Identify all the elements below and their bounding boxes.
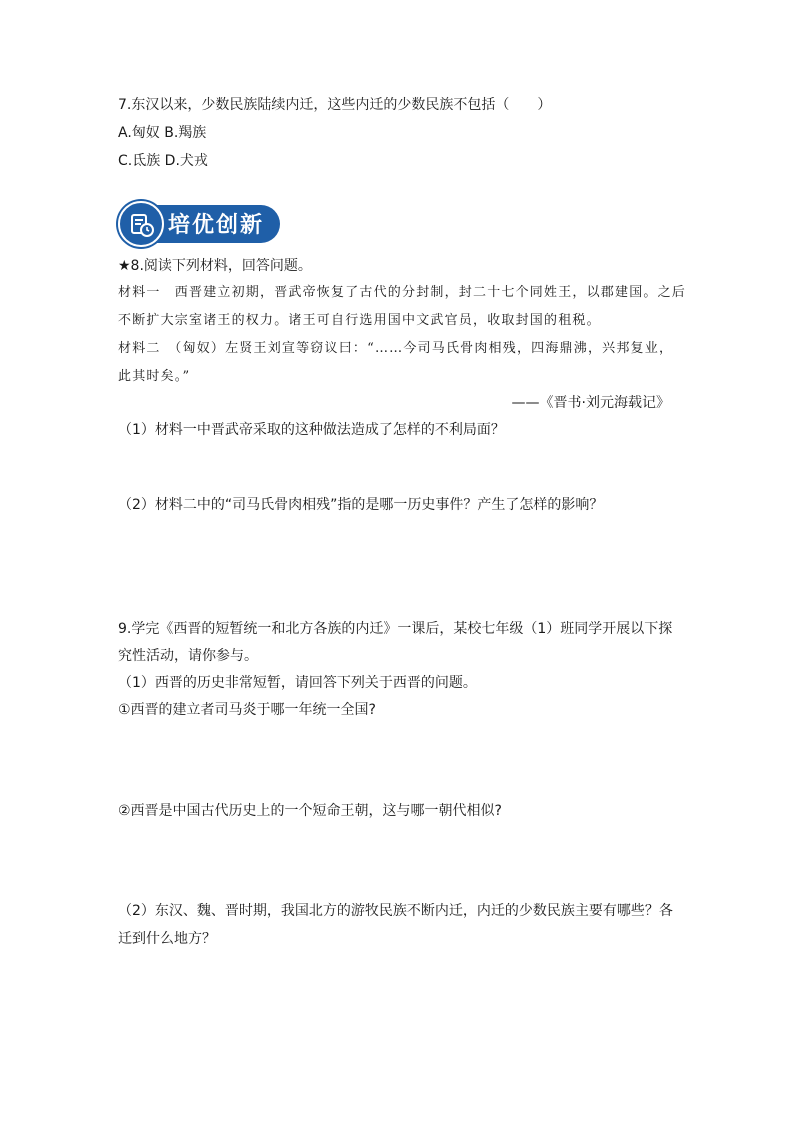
q9-sub2-line1: （2）东汉、魏、晋时期，我国北方的游牧民族不断内迁，内迁的少数民族主要有哪些？各 [118,903,673,919]
q8-material2-line2: 此其时矣。” [118,369,191,384]
q9-sub2-line2: 迁到什么地方？ [118,931,216,947]
q9-sub1: （1）西晋的历史非常短暂，请回答下列关于西晋的问题。 [118,675,477,691]
q8-material1-line2: 不断扩大宗室诸王的权力。诸王可自行选用国中文武官员，收取封国的租税。 [118,313,601,328]
banner-icon-circle [118,201,164,247]
document-clock-icon [128,211,156,239]
q8-sub2: （2）材料二中的“司马氏骨肉相残”指的是哪一历史事件？产生了怎样的影响？ [118,497,604,513]
q8-material2-line1: 材料二 （匈奴）左贤王刘宣等窃议曰：“……今司马氏骨肉相残，四海鼎沸，兴邦复业， [118,341,674,356]
q9-stem-line2: 究性活动，请你参与。 [118,648,258,664]
banner-title: 培优创新 [168,213,265,238]
q8-stem: ★8.阅读下列材料，回答问题。 [118,258,312,274]
q8-material1-line1: 材料一 西晋建立初期，晋武帝恢复了古代的分封制，封二十七个同姓王，以郡建国。之后 [118,285,687,300]
section-banner [118,201,282,245]
q7-stem: 7.东汉以来，少数民族陆续内迁，这些内迁的少数民族不包括（ ） [118,97,552,113]
q9-sub1-b: ②西晋是中国古代历史上的一个短命王朝，这与哪一朝代相似? [118,803,502,819]
q8-sub1: （1）材料一中晋武帝采取的这种做法造成了怎样的不利局面？ [118,422,505,438]
q8-source-citation: ——《晋书·刘元海载记》 [511,395,670,411]
q7-options-cd: C.氐族 D.犬戎 [118,153,208,169]
q7-options-ab: A.匈奴 B.羯族 [118,125,207,141]
q9-sub1-a: ①西晋的建立者司马炎于哪一年统一全国? [118,702,376,718]
q9-stem-line1: 9.学完《西晋的短暂统一和北方各族的内迁》一课后，某校七年级（1）班同学开展以下探 [118,621,673,637]
